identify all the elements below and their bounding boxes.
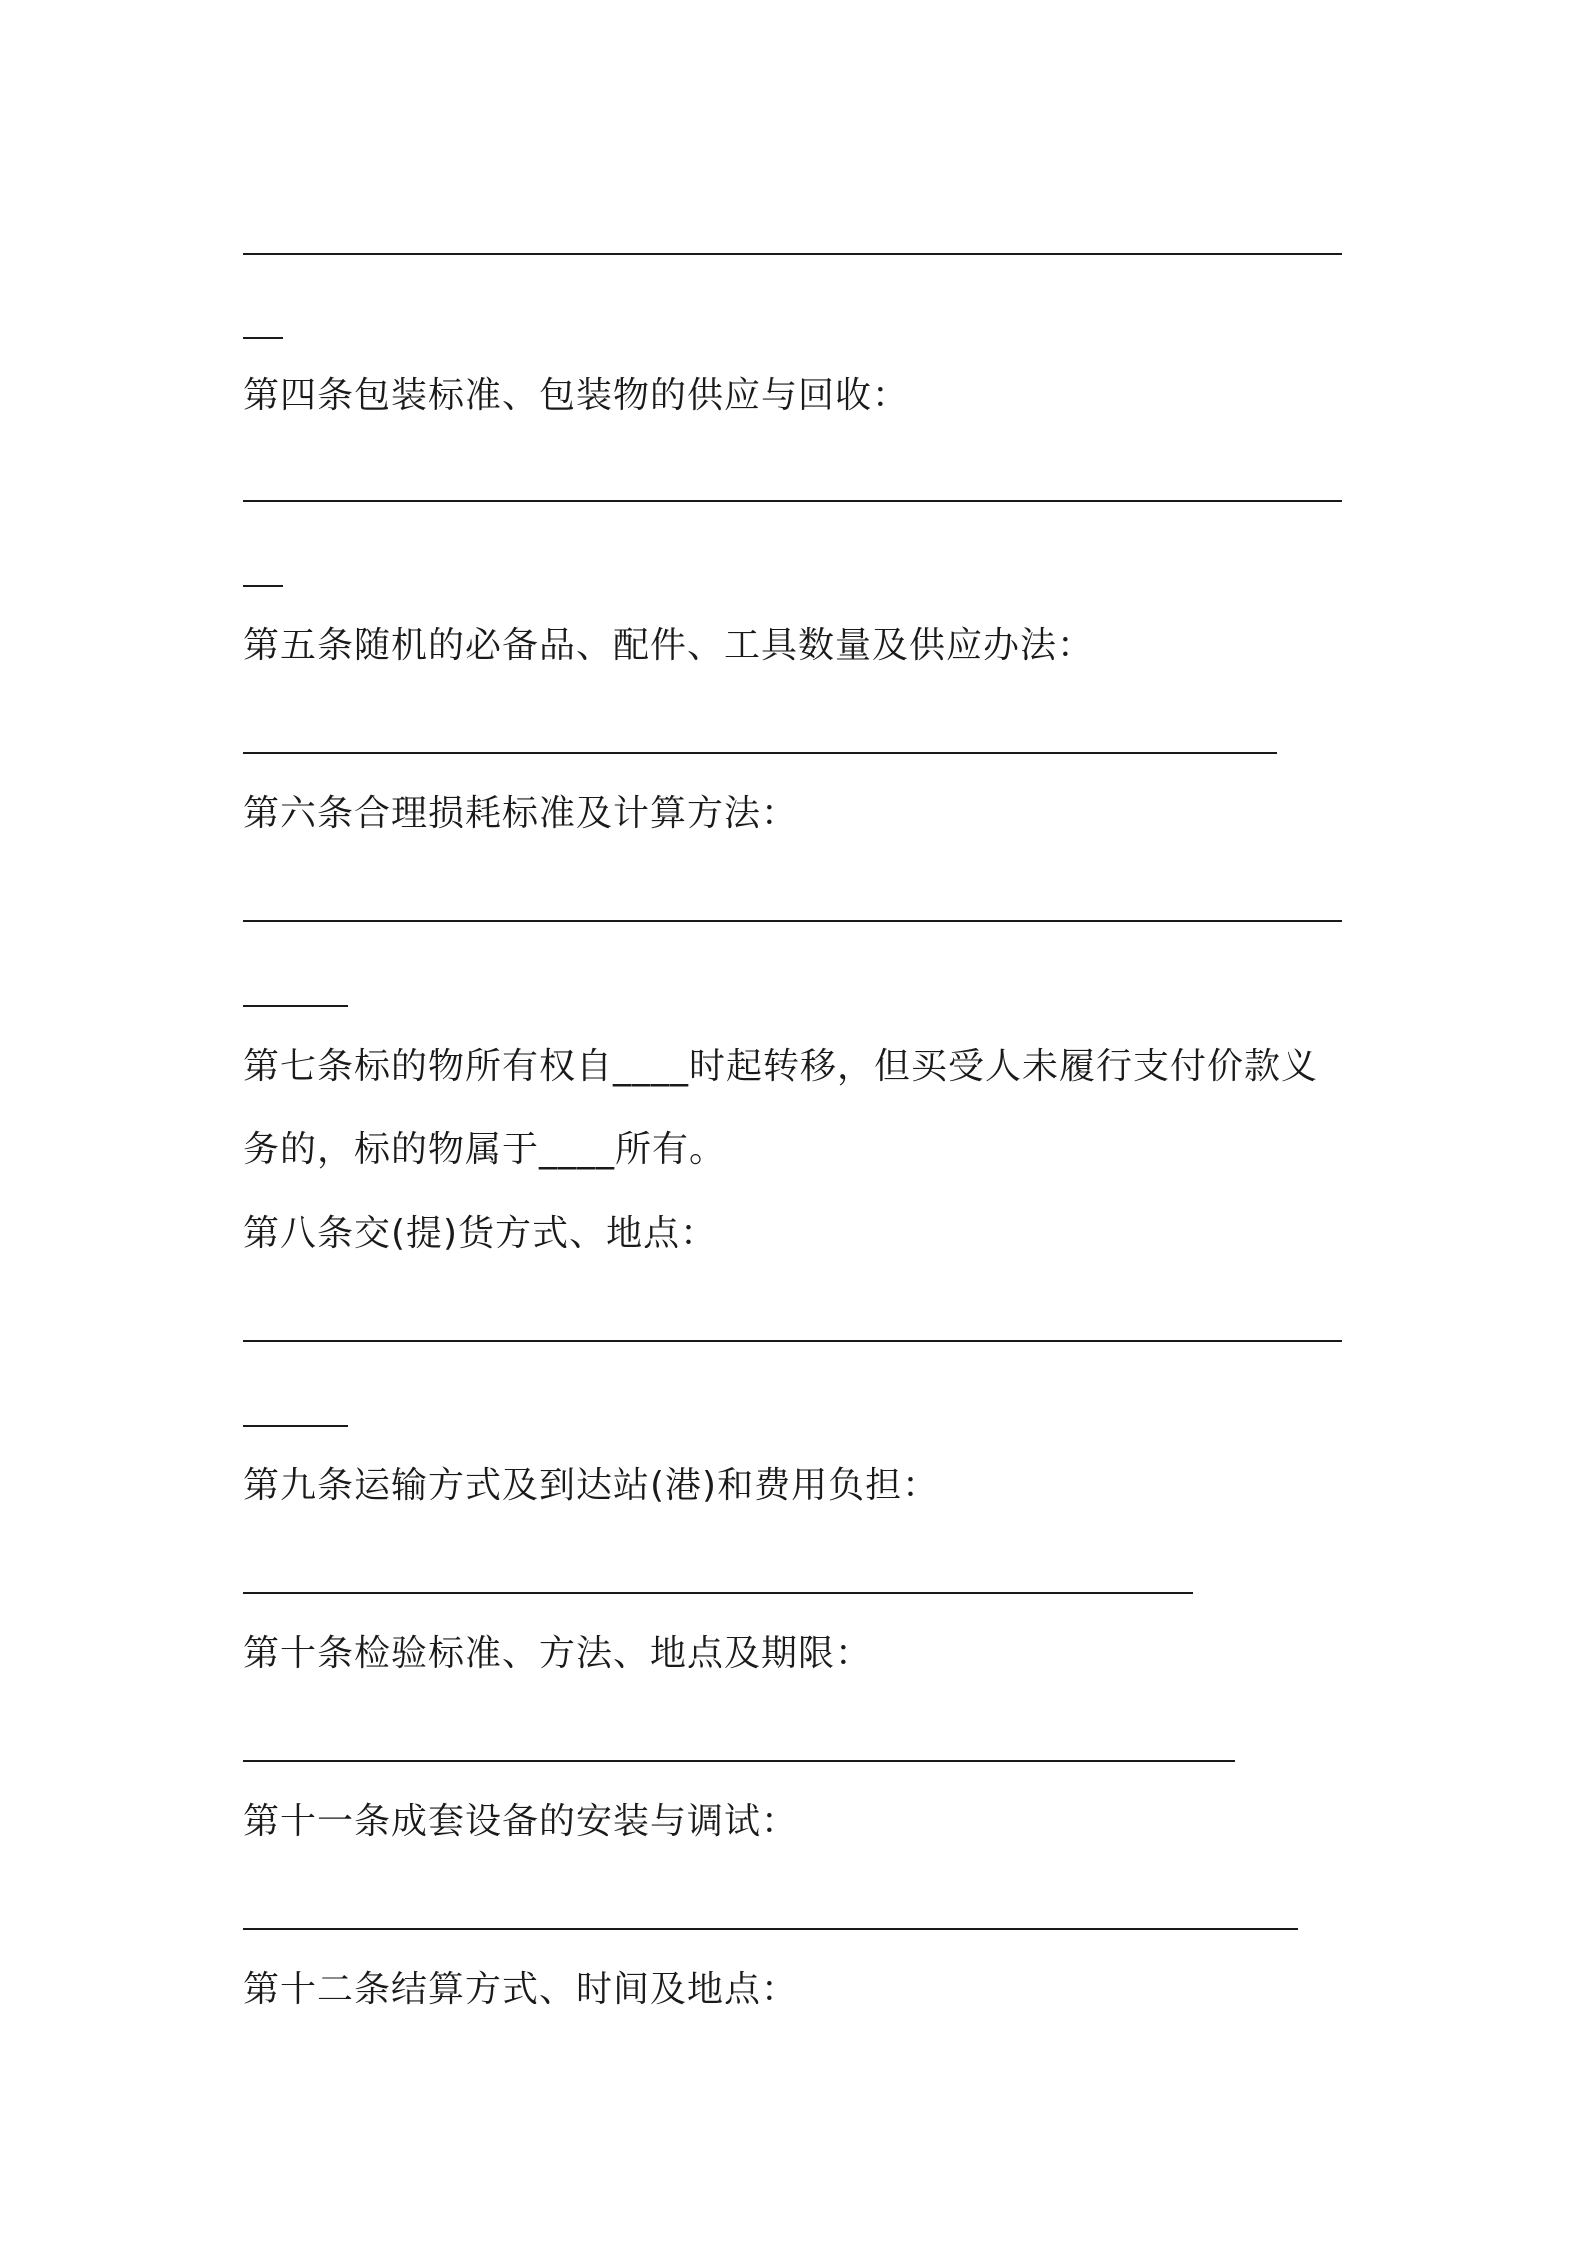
blank-line-tail bbox=[243, 1425, 348, 1427]
clause-11: 第十一条成套设备的安装与调试： bbox=[243, 1801, 799, 1842]
blank-line-tail bbox=[243, 337, 283, 339]
blank-line bbox=[243, 1760, 1235, 1762]
clause-8: 第八条交(提)货方式、地点： bbox=[243, 1213, 718, 1254]
clause-7-line-2: 务的，标的物属于____所有。 bbox=[243, 1129, 727, 1170]
blank-line bbox=[243, 500, 1342, 502]
blank-line-tail bbox=[243, 1005, 348, 1007]
clause-10: 第十条检验标准、方法、地点及期限： bbox=[243, 1633, 873, 1674]
clause-9: 第九条运输方式及到达站(港)和费用负担： bbox=[243, 1465, 940, 1506]
blank-line-tail bbox=[243, 585, 283, 587]
clause-6: 第六条合理损耗标准及计算方法： bbox=[243, 793, 799, 834]
clause-5: 第五条随机的必备品、配件、工具数量及供应办法： bbox=[243, 625, 1095, 666]
clause-7-line-1: 第七条标的物所有权自____时起转移，但买受人未履行支付价款义 bbox=[243, 1046, 1319, 1087]
blank-line bbox=[243, 1340, 1342, 1342]
clause-12: 第十二条结算方式、时间及地点： bbox=[243, 1969, 799, 2010]
blank-line bbox=[243, 1592, 1193, 1594]
blank-line bbox=[243, 752, 1277, 754]
blank-line bbox=[243, 920, 1342, 922]
blank-line bbox=[243, 253, 1342, 255]
blank-line bbox=[243, 1928, 1298, 1930]
clause-4: 第四条包装标准、包装物的供应与回收： bbox=[243, 375, 910, 416]
